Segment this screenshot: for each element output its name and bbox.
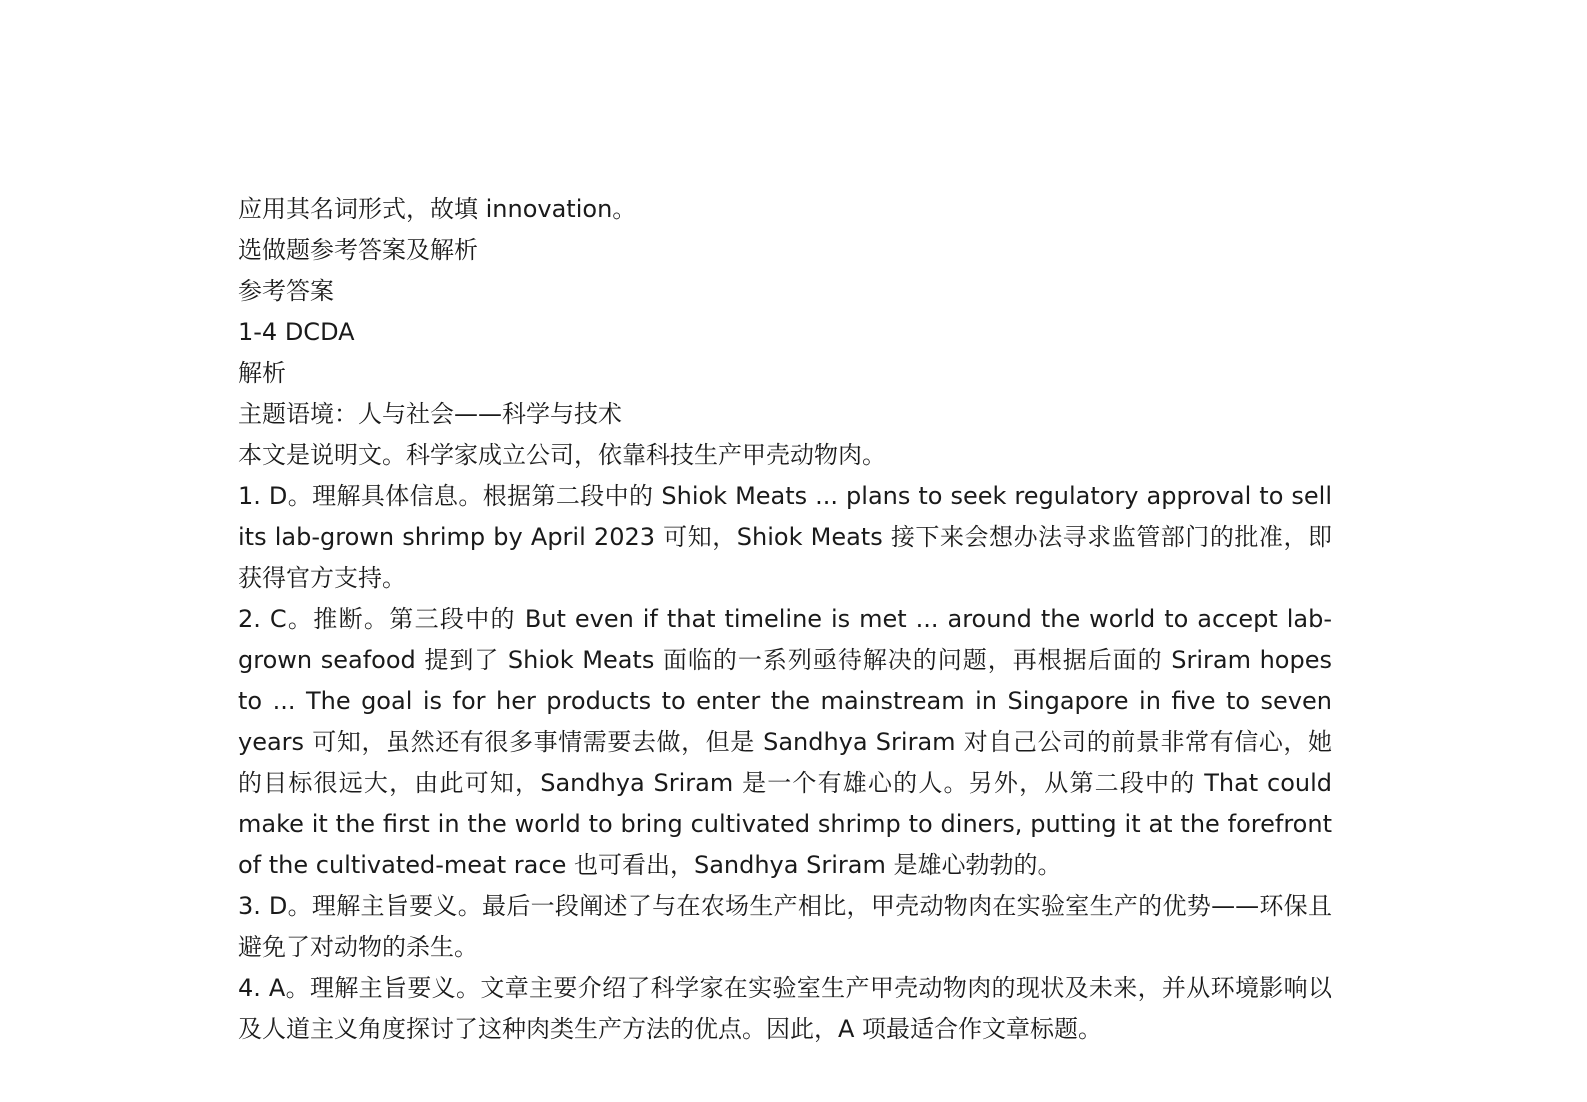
answer-explanation-2: 2. C。推断。第三段中的 But even if that timeline is met ... around the world to accept lab-grown seafood 提到了 Shiok Meats 面临的一系列亟待解决的问题，再根据后面的 Sriram hopes to ... The goal is for her products to enter the mainstream in Singapore in five to seven years 可知，虽然还有很多事情需要去做，但是 Sandhya Sriram 对自己公司的前景非常有信心，她的目标很远大，由此可知，Sandhya Sriram 是一个有雄心的人。另外，从第二段中的 That could make it the first in the world to bring cultivated shrimp to diners, putting it at the forefront of the cultivated-meat race 也可看出，Sandhya Sriram 是雄心勃勃的。	[238, 605, 1332, 879]
text-summary: 本文是说明文。科学家成立公司，依靠科技生产甲壳动物肉。	[238, 441, 886, 469]
intro-line: 应用其名词形式，故填 innovation。	[238, 195, 637, 223]
answer-explanation-1: 1. D。理解具体信息。根据第二段中的 Shiok Meats ... plans to seek regulatory approval to sell its lab-grown shrimp by April 2023 可知，Shiok Meats 接下来会想办法寻求监管部门的批准，即获得官方支持。	[238, 482, 1332, 592]
answer-explanation-3: 3. D。理解主旨要义。最后一段阐述了与在农场生产相比，甲壳动物肉在实验室生产的优势——环保且避免了对动物的杀生。	[238, 892, 1332, 961]
section-heading: 选做题参考答案及解析	[238, 236, 478, 264]
answer-key: 1-4 DCDA	[238, 318, 355, 346]
analysis-heading: 解析	[238, 359, 286, 387]
answer-explanation-4: 4. A。理解主旨要义。文章主要介绍了科学家在实验室生产甲壳动物肉的现状及未来，并从环境影响以及人道主义角度探讨了这种肉类生产方法的优点。因此，A 项最适合作文章标题。	[238, 974, 1332, 1043]
theme-context: 主题语境：人与社会——科学与技术	[238, 400, 622, 428]
answers-heading: 参考答案	[238, 277, 334, 305]
document-body	[238, 189, 1332, 1050]
